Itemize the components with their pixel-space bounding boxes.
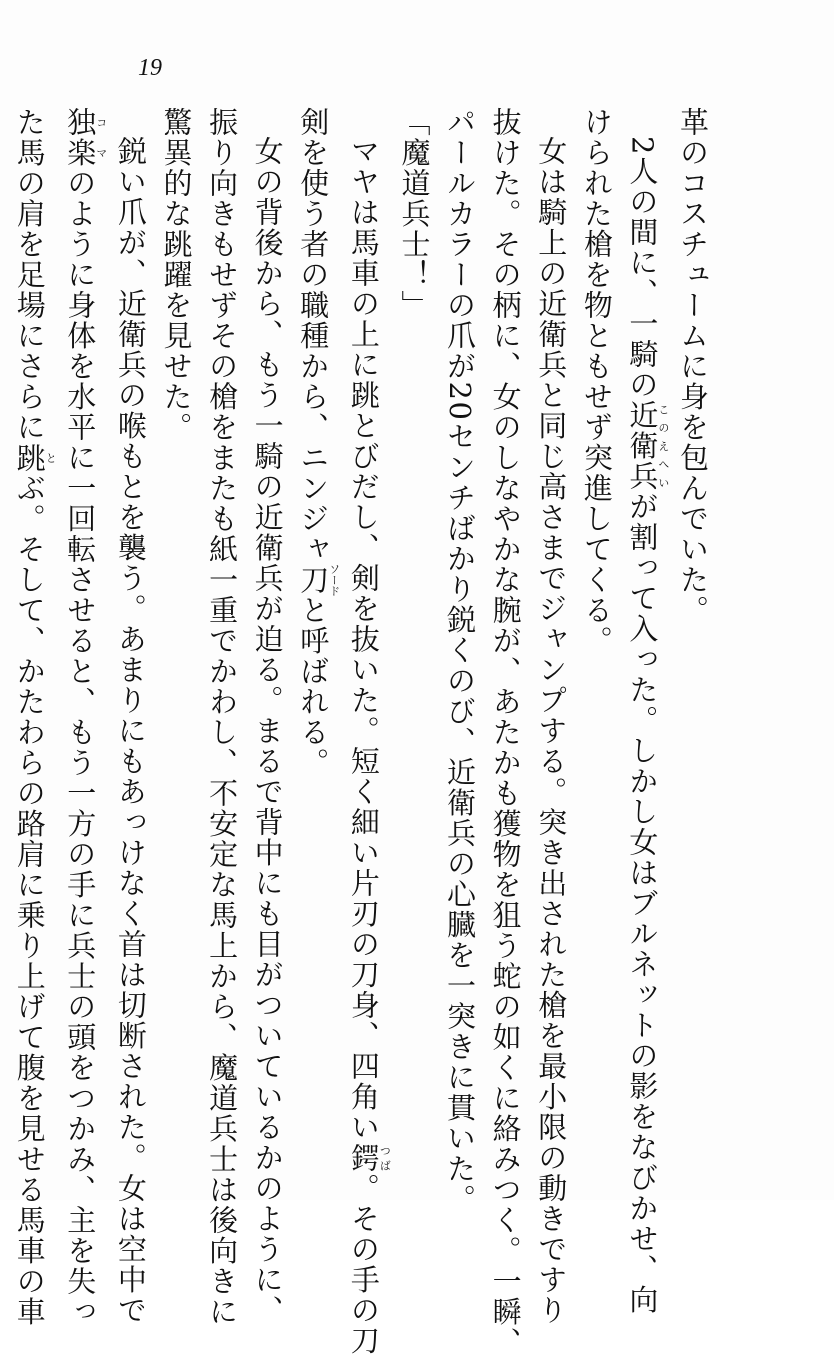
text-line-2: 2人の間に、一騎の近衛兵このえへいが割って入った。しかし女はブルネットの影をなびかせ、向 — [625, 136, 670, 1315]
text-line-6: パールカラーの爪が20センチばかり鋭くのび、近衛兵の心臓を一突きに貫いた。 — [443, 107, 478, 1215]
text-line-8: マヤは馬車の上に跳とびだし、剣を抜いた。短く細い片刃の刀身、四角い鍔つば。その手の刀 — [346, 136, 392, 1356]
ruby-tsuba: 鍔つば — [346, 1142, 392, 1173]
text-line-7: 「魔道兵士！」 — [397, 107, 432, 321]
text-line-11: 振り向きもせずその槍をまたも紙一重でかわし、不安定な馬上から、魔道兵士は後向きに — [205, 107, 240, 1327]
text-line-5: 抜けた。その柄に、女のしなやかな腕が、あたかも獲物を狙う蛇の如くに絡みつく。一瞬、 — [488, 107, 523, 1358]
text-line-1: 革のコスチュームに身を包んでいた。 — [676, 107, 710, 626]
text-line-3: けられた槍を物ともせず突進してくる。 — [579, 107, 614, 656]
ruby-koma: 独楽コマ — [63, 107, 108, 168]
ruby-to-2: 跳と — [12, 442, 58, 473]
ruby-konoehei: 近衛兵このえへい — [625, 399, 670, 492]
text-line-4: 女は騎上の近衛兵と同じ高さまでジャンプする。突き出された槍を最小限の動きですり — [534, 136, 569, 1326]
novel-body-text — [12, 107, 715, 1358]
text-line-9: 剣を使う者の職種から、ニンジャ刀ソードと呼ばれる。 — [296, 107, 341, 778]
text-line-14: 独楽コマのように身体を水平に一回転させると、もう一方の手に兵士の頭をつかみ、主を失っ — [63, 107, 108, 1327]
text-line-10: 女の背後から、もう一騎の近衛兵が迫る。まるで背中にも目がついているかのように、 — [250, 136, 285, 1326]
text-line-15: た馬の肩を足場にさらに跳とぶ。そして、かたわらの路肩に乗り上げて腹を見せる馬車の車 — [12, 107, 58, 1327]
text-line-12: 驚異的な跳躍を見せた。 — [159, 107, 194, 443]
text-line-13: 鋭い爪が、近衛兵の喉もとを襲う。あまりにもあっけなく首は切断された。女は空中で — [113, 136, 148, 1326]
ruby-sword: 刀ソード — [296, 563, 341, 597]
page-number: 19 — [138, 55, 162, 81]
